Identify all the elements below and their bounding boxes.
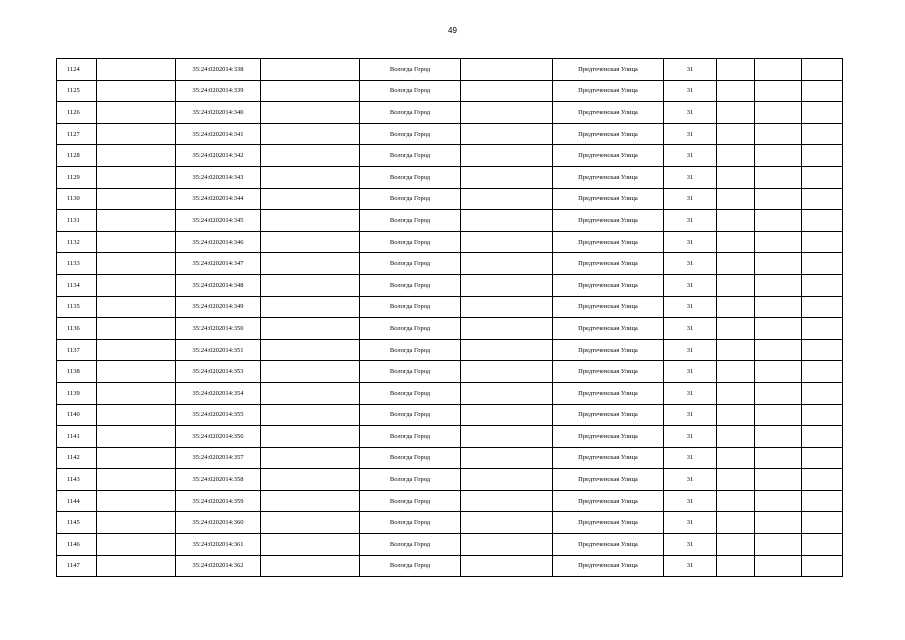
empty-cell	[717, 210, 755, 232]
empty-cell	[97, 512, 176, 534]
empty-cell	[717, 253, 755, 275]
empty-cell	[802, 447, 843, 469]
empty-cell	[261, 512, 360, 534]
row-number-cell: 1140	[57, 404, 97, 426]
cadastral-number-cell: 35:24:0202014:354	[176, 382, 261, 404]
empty-cell	[802, 534, 843, 556]
empty-cell	[461, 361, 553, 383]
empty-cell	[802, 382, 843, 404]
cadastral-number-cell: 35:24:0202014:353	[176, 361, 261, 383]
cadastral-number-cell: 35:24:0202014:362	[176, 555, 261, 577]
empty-cell	[755, 145, 802, 167]
empty-cell	[755, 274, 802, 296]
house-number-cell: 31	[664, 59, 717, 81]
empty-cell	[717, 145, 755, 167]
house-number-cell: 31	[664, 361, 717, 383]
empty-cell	[802, 361, 843, 383]
street-cell: Предтеченская Улица	[553, 59, 664, 81]
empty-cell	[461, 318, 553, 340]
empty-cell	[97, 274, 176, 296]
empty-cell	[97, 404, 176, 426]
cadastral-number-cell: 35:24:0202014:339	[176, 80, 261, 102]
street-cell: Предтеченская Улица	[553, 102, 664, 124]
empty-cell	[717, 231, 755, 253]
empty-cell	[261, 534, 360, 556]
empty-cell	[802, 512, 843, 534]
empty-cell	[261, 123, 360, 145]
empty-cell	[802, 59, 843, 81]
empty-cell	[717, 404, 755, 426]
empty-cell	[717, 296, 755, 318]
street-cell: Предтеченская Улица	[553, 447, 664, 469]
city-cell: Вологда Город	[360, 490, 461, 512]
table-row	[57, 145, 843, 167]
empty-cell	[717, 80, 755, 102]
cadastral-number-cell: 35:24:0202014:356	[176, 426, 261, 448]
empty-cell	[261, 318, 360, 340]
cadastral-number-cell: 35:24:0202014:348	[176, 274, 261, 296]
table-row	[57, 188, 843, 210]
street-cell: Предтеченская Улица	[553, 210, 664, 232]
empty-cell	[261, 361, 360, 383]
city-cell: Вологда Город	[360, 80, 461, 102]
empty-cell	[802, 404, 843, 426]
cadastral-number-cell: 35:24:0202014:355	[176, 404, 261, 426]
empty-cell	[461, 404, 553, 426]
table-row	[57, 80, 843, 102]
empty-cell	[755, 512, 802, 534]
empty-cell	[97, 166, 176, 188]
empty-cell	[97, 145, 176, 167]
street-cell: Предтеченская Улица	[553, 382, 664, 404]
street-cell: Предтеченская Улица	[553, 166, 664, 188]
empty-cell	[261, 166, 360, 188]
empty-cell	[261, 469, 360, 491]
street-cell: Предтеченская Улица	[553, 404, 664, 426]
row-number-cell: 1128	[57, 145, 97, 167]
empty-cell	[461, 339, 553, 361]
empty-cell	[261, 274, 360, 296]
cadastral-number-cell: 35:24:0202014:345	[176, 210, 261, 232]
empty-cell	[802, 339, 843, 361]
cadastral-number-cell: 35:24:0202014:358	[176, 469, 261, 491]
city-cell: Вологда Город	[360, 555, 461, 577]
table-row	[57, 59, 843, 81]
street-cell: Предтеченская Улица	[553, 145, 664, 167]
empty-cell	[261, 296, 360, 318]
table-row	[57, 426, 843, 448]
cadastral-number-cell: 35:24:0202014:341	[176, 123, 261, 145]
empty-cell	[755, 426, 802, 448]
empty-cell	[755, 296, 802, 318]
empty-cell	[755, 382, 802, 404]
empty-cell	[755, 123, 802, 145]
empty-cell	[802, 188, 843, 210]
empty-cell	[717, 188, 755, 210]
city-cell: Вологда Город	[360, 512, 461, 534]
empty-cell	[802, 231, 843, 253]
empty-cell	[755, 318, 802, 340]
empty-cell	[261, 404, 360, 426]
street-cell: Предтеченская Улица	[553, 361, 664, 383]
table-row	[57, 231, 843, 253]
empty-cell	[97, 231, 176, 253]
empty-cell	[261, 145, 360, 167]
table-row	[57, 210, 843, 232]
table-row	[57, 534, 843, 556]
empty-cell	[261, 231, 360, 253]
empty-cell	[755, 253, 802, 275]
empty-cell	[261, 102, 360, 124]
empty-cell	[461, 534, 553, 556]
empty-cell	[717, 59, 755, 81]
street-cell: Предтеченская Улица	[553, 555, 664, 577]
empty-cell	[97, 296, 176, 318]
cadastral-number-cell: 35:24:0202014:346	[176, 231, 261, 253]
house-number-cell: 31	[664, 123, 717, 145]
row-number-cell: 1134	[57, 274, 97, 296]
row-number-cell: 1129	[57, 166, 97, 188]
empty-cell	[97, 490, 176, 512]
empty-cell	[717, 339, 755, 361]
empty-cell	[97, 447, 176, 469]
empty-cell	[755, 166, 802, 188]
row-number-cell: 1135	[57, 296, 97, 318]
empty-cell	[461, 426, 553, 448]
house-number-cell: 31	[664, 339, 717, 361]
cadastral-number-cell: 35:24:0202014:347	[176, 253, 261, 275]
table-row	[57, 123, 843, 145]
house-number-cell: 31	[664, 404, 717, 426]
table-row	[57, 274, 843, 296]
empty-cell	[755, 59, 802, 81]
empty-cell	[97, 102, 176, 124]
empty-cell	[97, 426, 176, 448]
empty-cell	[802, 123, 843, 145]
empty-cell	[461, 253, 553, 275]
row-number-cell: 1145	[57, 512, 97, 534]
page-number: 49	[448, 26, 457, 35]
street-cell: Предтеченская Улица	[553, 80, 664, 102]
city-cell: Вологда Город	[360, 404, 461, 426]
row-number-cell: 1124	[57, 59, 97, 81]
city-cell: Вологда Город	[360, 469, 461, 491]
registry-table	[56, 58, 843, 577]
city-cell: Вологда Город	[360, 188, 461, 210]
empty-cell	[717, 534, 755, 556]
empty-cell	[802, 210, 843, 232]
city-cell: Вологда Город	[360, 231, 461, 253]
empty-cell	[717, 490, 755, 512]
empty-cell	[461, 145, 553, 167]
empty-cell	[461, 231, 553, 253]
empty-cell	[461, 80, 553, 102]
city-cell: Вологда Город	[360, 447, 461, 469]
city-cell: Вологда Город	[360, 102, 461, 124]
empty-cell	[755, 80, 802, 102]
table-row	[57, 469, 843, 491]
house-number-cell: 31	[664, 296, 717, 318]
empty-cell	[755, 555, 802, 577]
empty-cell	[717, 469, 755, 491]
cadastral-number-cell: 35:24:0202014:340	[176, 102, 261, 124]
row-number-cell: 1147	[57, 555, 97, 577]
empty-cell	[802, 555, 843, 577]
empty-cell	[97, 339, 176, 361]
empty-cell	[461, 490, 553, 512]
table-row	[57, 447, 843, 469]
house-number-cell: 31	[664, 534, 717, 556]
table-row	[57, 296, 843, 318]
empty-cell	[755, 469, 802, 491]
empty-cell	[461, 166, 553, 188]
house-number-cell: 31	[664, 231, 717, 253]
house-number-cell: 31	[664, 555, 717, 577]
empty-cell	[755, 188, 802, 210]
empty-cell	[261, 382, 360, 404]
empty-cell	[755, 490, 802, 512]
empty-cell	[461, 296, 553, 318]
empty-cell	[461, 210, 553, 232]
cadastral-number-cell: 35:24:0202014:343	[176, 166, 261, 188]
empty-cell	[717, 512, 755, 534]
empty-cell	[755, 210, 802, 232]
city-cell: Вологда Город	[360, 426, 461, 448]
table-row	[57, 490, 843, 512]
row-number-cell: 1133	[57, 253, 97, 275]
empty-cell	[261, 426, 360, 448]
empty-cell	[97, 555, 176, 577]
cadastral-number-cell: 35:24:0202014:344	[176, 188, 261, 210]
street-cell: Предтеченская Улица	[553, 339, 664, 361]
city-cell: Вологда Город	[360, 274, 461, 296]
empty-cell	[717, 166, 755, 188]
empty-cell	[461, 555, 553, 577]
empty-cell	[802, 80, 843, 102]
street-cell: Предтеченская Улица	[553, 469, 664, 491]
empty-cell	[97, 210, 176, 232]
empty-cell	[261, 447, 360, 469]
empty-cell	[261, 59, 360, 81]
empty-cell	[755, 231, 802, 253]
empty-cell	[461, 382, 553, 404]
row-number-cell: 1130	[57, 188, 97, 210]
cadastral-number-cell: 35:24:0202014:350	[176, 318, 261, 340]
registry-body	[57, 59, 843, 577]
empty-cell	[97, 123, 176, 145]
empty-cell	[261, 210, 360, 232]
empty-cell	[461, 59, 553, 81]
city-cell: Вологда Город	[360, 59, 461, 81]
house-number-cell: 31	[664, 102, 717, 124]
row-number-cell: 1125	[57, 80, 97, 102]
cadastral-number-cell: 35:24:0202014:351	[176, 339, 261, 361]
table-row	[57, 253, 843, 275]
house-number-cell: 31	[664, 469, 717, 491]
street-cell: Предтеченская Улица	[553, 490, 664, 512]
row-number-cell: 1142	[57, 447, 97, 469]
house-number-cell: 31	[664, 188, 717, 210]
empty-cell	[717, 382, 755, 404]
city-cell: Вологда Город	[360, 296, 461, 318]
empty-cell	[461, 188, 553, 210]
row-number-cell: 1143	[57, 469, 97, 491]
empty-cell	[802, 426, 843, 448]
street-cell: Предтеченская Улица	[553, 274, 664, 296]
empty-cell	[261, 188, 360, 210]
row-number-cell: 1131	[57, 210, 97, 232]
city-cell: Вологда Город	[360, 253, 461, 275]
empty-cell	[261, 80, 360, 102]
empty-cell	[802, 166, 843, 188]
row-number-cell: 1127	[57, 123, 97, 145]
street-cell: Предтеченская Улица	[553, 188, 664, 210]
house-number-cell: 31	[664, 447, 717, 469]
street-cell: Предтеченская Улица	[553, 231, 664, 253]
empty-cell	[717, 426, 755, 448]
city-cell: Вологда Город	[360, 210, 461, 232]
street-cell: Предтеченская Улица	[553, 512, 664, 534]
table-row	[57, 382, 843, 404]
empty-cell	[755, 361, 802, 383]
empty-cell	[461, 274, 553, 296]
table-row	[57, 361, 843, 383]
house-number-cell: 31	[664, 253, 717, 275]
house-number-cell: 31	[664, 80, 717, 102]
empty-cell	[97, 318, 176, 340]
city-cell: Вологда Город	[360, 361, 461, 383]
cadastral-number-cell: 35:24:0202014:361	[176, 534, 261, 556]
empty-cell	[802, 296, 843, 318]
row-number-cell: 1139	[57, 382, 97, 404]
row-number-cell: 1132	[57, 231, 97, 253]
empty-cell	[717, 555, 755, 577]
table-row	[57, 166, 843, 188]
empty-cell	[97, 361, 176, 383]
row-number-cell: 1137	[57, 339, 97, 361]
city-cell: Вологда Город	[360, 382, 461, 404]
empty-cell	[717, 123, 755, 145]
cadastral-number-cell: 35:24:0202014:360	[176, 512, 261, 534]
cadastral-number-cell: 35:24:0202014:342	[176, 145, 261, 167]
empty-cell	[802, 253, 843, 275]
empty-cell	[717, 318, 755, 340]
empty-cell	[802, 469, 843, 491]
street-cell: Предтеченская Улица	[553, 123, 664, 145]
empty-cell	[755, 534, 802, 556]
empty-cell	[97, 188, 176, 210]
table-row	[57, 339, 843, 361]
row-number-cell: 1126	[57, 102, 97, 124]
table-row	[57, 512, 843, 534]
empty-cell	[802, 145, 843, 167]
empty-cell	[97, 382, 176, 404]
empty-cell	[802, 102, 843, 124]
house-number-cell: 31	[664, 490, 717, 512]
empty-cell	[461, 447, 553, 469]
empty-cell	[755, 404, 802, 426]
empty-cell	[717, 274, 755, 296]
row-number-cell: 1146	[57, 534, 97, 556]
empty-cell	[461, 102, 553, 124]
empty-cell	[261, 490, 360, 512]
city-cell: Вологда Город	[360, 318, 461, 340]
empty-cell	[802, 490, 843, 512]
house-number-cell: 31	[664, 512, 717, 534]
empty-cell	[802, 318, 843, 340]
empty-cell	[97, 80, 176, 102]
street-cell: Предтеченская Улица	[553, 426, 664, 448]
city-cell: Вологда Город	[360, 534, 461, 556]
empty-cell	[755, 339, 802, 361]
empty-cell	[261, 555, 360, 577]
street-cell: Предтеченская Улица	[553, 534, 664, 556]
empty-cell	[755, 447, 802, 469]
table-row	[57, 318, 843, 340]
table-row	[57, 102, 843, 124]
street-cell: Предтеченская Улица	[553, 296, 664, 318]
empty-cell	[717, 447, 755, 469]
house-number-cell: 31	[664, 145, 717, 167]
row-number-cell: 1141	[57, 426, 97, 448]
cadastral-number-cell: 35:24:0202014:357	[176, 447, 261, 469]
empty-cell	[97, 534, 176, 556]
empty-cell	[802, 274, 843, 296]
empty-cell	[461, 123, 553, 145]
empty-cell	[261, 339, 360, 361]
empty-cell	[461, 512, 553, 534]
house-number-cell: 31	[664, 274, 717, 296]
city-cell: Вологда Город	[360, 145, 461, 167]
empty-cell	[97, 469, 176, 491]
house-number-cell: 31	[664, 382, 717, 404]
row-number-cell: 1144	[57, 490, 97, 512]
cadastral-number-cell: 35:24:0202014:349	[176, 296, 261, 318]
house-number-cell: 31	[664, 318, 717, 340]
row-number-cell: 1138	[57, 361, 97, 383]
empty-cell	[461, 469, 553, 491]
empty-cell	[97, 59, 176, 81]
cadastral-number-cell: 35:24:0202014:338	[176, 59, 261, 81]
city-cell: Вологда Город	[360, 339, 461, 361]
empty-cell	[261, 253, 360, 275]
house-number-cell: 31	[664, 210, 717, 232]
street-cell: Предтеченская Улица	[553, 253, 664, 275]
cadastral-number-cell: 35:24:0202014:359	[176, 490, 261, 512]
empty-cell	[717, 102, 755, 124]
empty-cell	[97, 253, 176, 275]
city-cell: Вологда Город	[360, 123, 461, 145]
table-row	[57, 404, 843, 426]
table-row	[57, 555, 843, 577]
empty-cell	[717, 361, 755, 383]
house-number-cell: 31	[664, 426, 717, 448]
city-cell: Вологда Город	[360, 166, 461, 188]
row-number-cell: 1136	[57, 318, 97, 340]
street-cell: Предтеченская Улица	[553, 318, 664, 340]
empty-cell	[755, 102, 802, 124]
house-number-cell: 31	[664, 166, 717, 188]
